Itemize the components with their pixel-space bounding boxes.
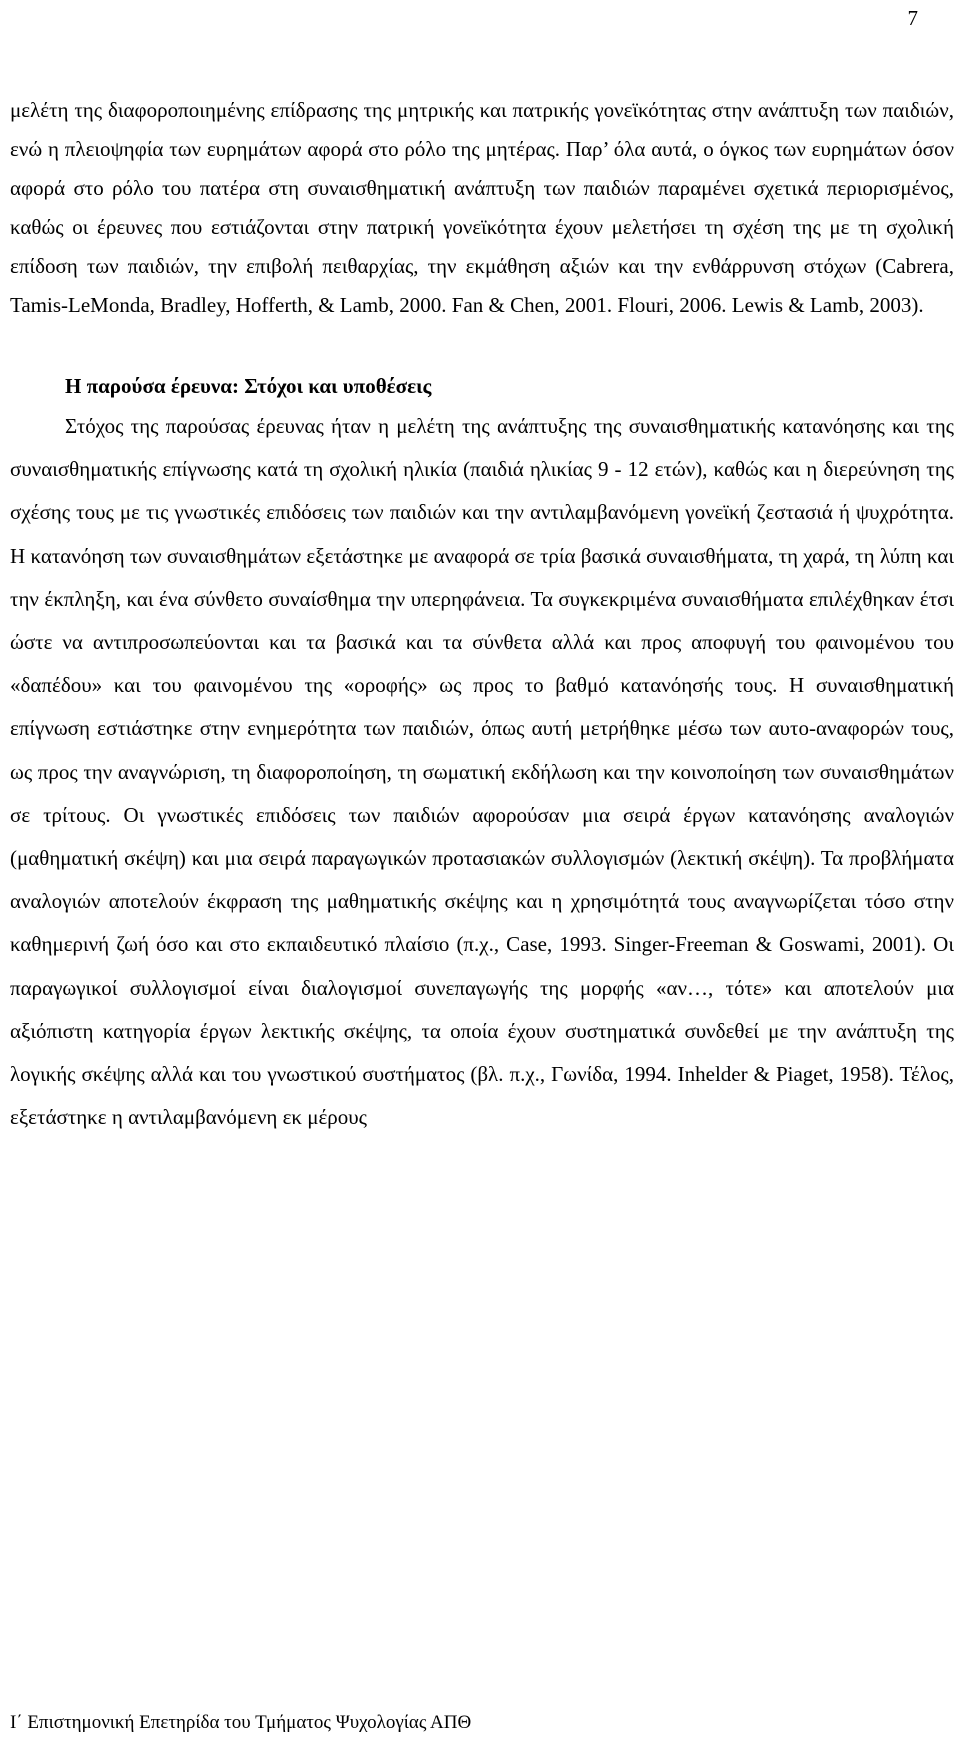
body-paragraph: Στόχος της παρούσας έρευνας ήταν η μελέτη της ανάπτυξης της συναισθηματικής κατανόησης και της συναισθηματικής επίγνωσης κατά τη σχολική ηλικία (παιδιά ηλικίας 9 - 12 ετών), καθώς και η διερεύνηση της σχέσης τους με τις γνωστικές επιδόσεις των παιδιών και την αντιλαμβανόμενη γονεϊκή ζεστασιά ή ψυχρότητα. Η κατανόηση των συναισθημάτων εξετάστηκε με αναφορά σε τρία βασικά συναισθήματα, τη χαρά, τη λύπη και την έκπληξη, και ένα σύνθετο συναίσθημα την υπερηφάνεια. Τα συγκεκριμένα συναισθήματα επιλέχθηκαν έτσι ώστε να αντιπροσωπεύονται και τα βασικά και τα σύνθετα αλλά και προς αποφυγή του φαινομένου του «δαπέδου» και του φαινομένου της «οροφής» ως προς το βαθμό κατανόησής τους. Η συναισθηματική επίγνωση εστιάστηκε στην ενημερότητα των παιδιών, όπως αυτή μετρήθηκε μέσω των αυτο-αναφορών τους, ως προς την αναγνώριση, τη διαφοροποίηση, τη σωματική εκδήλωση και την κοινοποίηση των συναισθημάτων σε τρίτους. Οι γνωστικές επιδόσεις των παιδιών αφορούσαν μια σειρά έργων κατανόησης αναλογιών (μαθηματική σκέψη) και μια σειρά παραγωγικών προτασιακών συλλογισμών (λεκτική σκέψη). Τα προβλήματα αναλογιών αποτελούν έκφραση της μαθηματικής σκέψης και η χρησιμότητά τους αναγνωρίζεται τόσο στην καθημερινή ζωή όσο και στο εκπαιδευτικό πλαίσιο (π.χ., Case, 1993. Singer-Freeman & Goswami, 2001). Οι παραγωγικοί συλλογισμοί είναι διαλογισμοί συνεπαγωγής της μορφής «αν…, τότε» και αποτελούν μια αξιόπιστη κατηγορία έργων λεκτικής σκέψης, τα οποία έχουν συστηματικά συνδεθεί με την ανάπτυξη της λογικής σκέψης αλλά και του γνωστικού συστήματος (βλ. π.χ., Γωνίδα, 1994. Inhelder & Piaget, 1958). Τέλος, εξετάστηκε η αντιλαμβανόμενη εκ μέρους bbox=[10, 414, 954, 1130]
section-heading: Η παρούσα έρευνα: Στόχοι και υποθέσεις bbox=[65, 374, 432, 398]
page-footer: Ι΄ Επιστημονική Επετηρίδα του Τμήματος Ψυχολογίας ΑΠΘ bbox=[10, 1712, 472, 1733]
body-paragraph: μελέτη της διαφοροποιημένης επίδρασης της μητρικής και πατρικής γονεϊκότητας στην ανάπτυξη των παιδιών, ενώ η πλειοψηφία των ευρημάτων αφορά στο ρόλο της μητέρας. Παρ’ όλα αυτά, ο όγκος των ευρημάτων όσον αφορά στο ρόλο του πατέρα στη συναισθηματική ανάπτυξη των παιδιών παραμένει σχετικά περιορισμένος, καθώς οι έρευνες που εστιάζονται στην πατρική γονεϊκότητα έχουν μελετήσει τη σχέση της με τη σχολική επίδοση των παιδιών, την επιβολή πειθαρχίας, την εκμάθηση αξιών και την ενθάρρυνση στόχων (Cabrera, Tamis-LeMonda, Bradley, Hofferth, & Lamb, 2000. Fan & Chen, 2001. Flouri, 2006. Lewis & Lamb, 2003). bbox=[10, 98, 954, 317]
page-number: 7 bbox=[907, 6, 918, 30]
document-body bbox=[10, 91, 954, 1139]
